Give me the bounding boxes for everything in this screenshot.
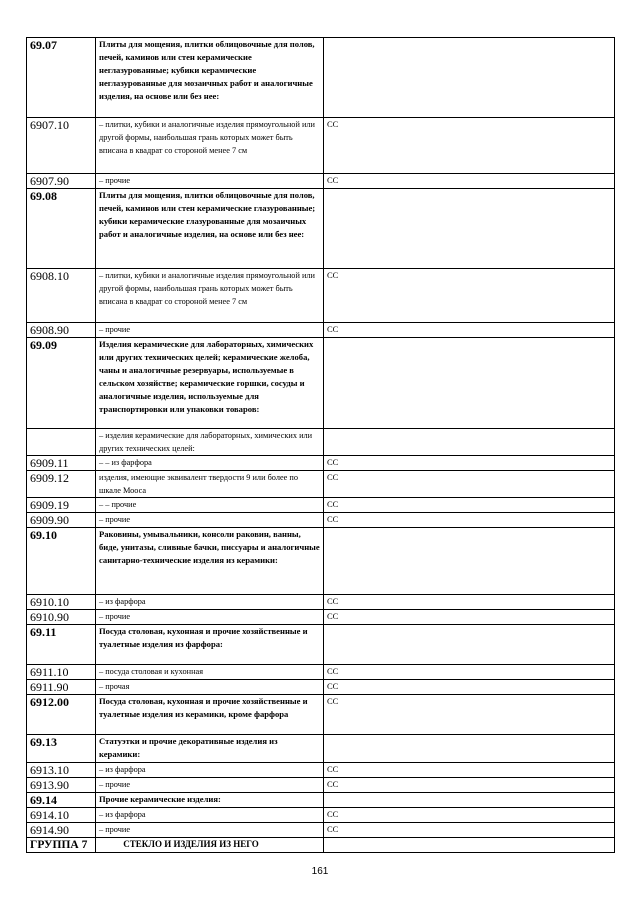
- table-row: [27, 429, 615, 456]
- description-cell: Плиты для мощения, плитки облицовочные для полов, печей, каминов или стен керамические глазурованные; кубики керамические глазурованные для мозаичных работ и аналогичные изделия, на основе или без нее:: [96, 189, 324, 269]
- heading-row: [27, 625, 615, 665]
- hs-code-cell: 6911.10: [27, 665, 96, 680]
- description-cell: – – из фарфора: [96, 456, 324, 471]
- table-row: [27, 471, 615, 498]
- table-row: [27, 610, 615, 625]
- hs-code-cell: 6907.10: [27, 118, 96, 174]
- requirement-cell: СС: [324, 471, 615, 498]
- description-cell: Посуда столовая, кухонная и прочие хозяйственные и туалетные изделия из керамики, кроме фарфора: [96, 695, 324, 735]
- hs-code-cell: 6908.10: [27, 269, 96, 323]
- heading-row: [27, 338, 615, 429]
- hs-code-cell: 6909.12: [27, 471, 96, 498]
- description-cell: – из фарфора: [96, 595, 324, 610]
- requirement-cell: [324, 735, 615, 763]
- description-cell: Изделия керамические для лабораторных, химических или других технических целей; керамические желоба, чаны и аналогичные резервуары, используемые в сельском хозяйстве; керамические горшки, сосуды и аналогичные изделия, используемые для транспортировки или упаковки товаров:: [96, 338, 324, 429]
- description-cell: – из фарфора: [96, 763, 324, 778]
- table-row: [27, 323, 615, 338]
- heading-row: [27, 38, 615, 118]
- hs-code-cell: 6913.90: [27, 778, 96, 793]
- requirement-cell: СС: [324, 174, 615, 189]
- requirement-cell: [324, 338, 615, 429]
- description-cell: – прочие: [96, 778, 324, 793]
- table-row: [27, 174, 615, 189]
- hs-code-cell: 6914.90: [27, 823, 96, 838]
- table-row: [27, 595, 615, 610]
- heading-row: [27, 528, 615, 595]
- heading-row: [27, 189, 615, 269]
- description-cell: – прочие: [96, 323, 324, 338]
- page-number: 161: [311, 866, 329, 877]
- description-cell: Статуэтки и прочие декоративные изделия из керамики:: [96, 735, 324, 763]
- table-row: [27, 269, 615, 323]
- description-cell: – изделия керамические для лабораторных, химических или других технических целей:: [96, 429, 324, 456]
- hs-code-cell: 69.11: [27, 625, 96, 665]
- hs-code-cell: ГРУППА 7: [27, 838, 96, 853]
- tariff-table: [26, 37, 615, 853]
- hs-code-cell: 6914.10: [27, 808, 96, 823]
- requirement-cell: СС: [324, 823, 615, 838]
- requirement-cell: СС: [324, 665, 615, 680]
- hs-code-cell: 6913.10: [27, 763, 96, 778]
- table-row: [27, 665, 615, 680]
- table-row: [27, 680, 615, 695]
- table-row: [27, 118, 615, 174]
- hs-code-cell: 6909.90: [27, 513, 96, 528]
- description-cell: – прочие: [96, 513, 324, 528]
- requirement-cell: СС: [324, 595, 615, 610]
- description-cell: – плитки, кубики и аналогичные изделия прямоугольной или другой формы, наибольшая грань которых может быть вписана в квадрат со стороной менее 7 см: [96, 269, 324, 323]
- requirement-cell: СС: [324, 323, 615, 338]
- hs-code-cell: [27, 429, 96, 456]
- tariff-table-body: [27, 38, 615, 853]
- description-cell: Посуда столовая, кухонная и прочие хозяйственные и туалетные изделия из фарфора:: [96, 625, 324, 665]
- description-cell: – прочая: [96, 680, 324, 695]
- hs-code-cell: 69.14: [27, 793, 96, 808]
- hs-code-cell: 6907.90: [27, 174, 96, 189]
- group-row: [27, 838, 615, 853]
- table-row: [27, 808, 615, 823]
- table-row: [27, 778, 615, 793]
- hs-code-cell: 6910.10: [27, 595, 96, 610]
- description-cell: СТЕКЛО И ИЗДЕЛИЯ ИЗ НЕГО: [96, 838, 324, 853]
- hs-code-cell: 6911.90: [27, 680, 96, 695]
- hs-code-cell: 6910.90: [27, 610, 96, 625]
- hs-code-cell: 6908.90: [27, 323, 96, 338]
- hs-code-cell: 69.10: [27, 528, 96, 595]
- requirement-cell: СС: [324, 513, 615, 528]
- description-cell: – – прочие: [96, 498, 324, 513]
- description-cell: изделия, имеющие эквивалент твердости 9 или более по шкале Мооса: [96, 471, 324, 498]
- description-cell: – посуда столовая и кухонная: [96, 665, 324, 680]
- requirement-cell: СС: [324, 778, 615, 793]
- requirement-cell: СС: [324, 498, 615, 513]
- description-cell: – плитки, кубики и аналогичные изделия прямоугольной или другой формы, наибольшая грань которых может быть вписана в квадрат со стороной менее 7 см: [96, 118, 324, 174]
- description-cell: – прочие: [96, 174, 324, 189]
- description-cell: Прочие керамические изделия:: [96, 793, 324, 808]
- description-cell: – из фарфора: [96, 808, 324, 823]
- requirement-cell: [324, 625, 615, 665]
- hs-code-cell: 6912.00: [27, 695, 96, 735]
- table-row: [27, 513, 615, 528]
- requirement-cell: СС: [324, 456, 615, 471]
- description-cell: Плиты для мощения, плитки облицовочные для полов, печей, каминов или стен керамические неглазурованные; кубики керамические неглазурованные для мозаичных работ и аналогичные изделия, на основе или без нее:: [96, 38, 324, 118]
- requirement-cell: [324, 838, 615, 853]
- table-row: [27, 498, 615, 513]
- description-cell: – прочие: [96, 823, 324, 838]
- table-row: [27, 456, 615, 471]
- hs-code-cell: 6909.19: [27, 498, 96, 513]
- heading-row: [27, 793, 615, 808]
- requirement-cell: СС: [324, 680, 615, 695]
- requirement-cell: СС: [324, 763, 615, 778]
- hs-code-cell: 69.13: [27, 735, 96, 763]
- requirement-cell: СС: [324, 269, 615, 323]
- hs-code-cell: 6909.11: [27, 456, 96, 471]
- requirement-cell: [324, 38, 615, 118]
- description-cell: – прочие: [96, 610, 324, 625]
- hs-code-cell: 69.08: [27, 189, 96, 269]
- requirement-cell: СС: [324, 808, 615, 823]
- requirement-cell: [324, 528, 615, 595]
- hs-code-cell: 69.09: [27, 338, 96, 429]
- hs-code-cell: 69.07: [27, 38, 96, 118]
- table-row: [27, 763, 615, 778]
- requirement-cell: СС: [324, 118, 615, 174]
- requirement-cell: СС: [324, 695, 615, 735]
- requirement-cell: СС: [324, 610, 615, 625]
- requirement-cell: [324, 189, 615, 269]
- heading-row: [27, 695, 615, 735]
- heading-row: [27, 735, 615, 763]
- requirement-cell: [324, 429, 615, 456]
- table-row: [27, 823, 615, 838]
- requirement-cell: [324, 793, 615, 808]
- description-cell: Раковины, умывальники, консоли раковин, ванны, биде, унитазы, сливные бачки, писсуары и аналогичные санитарно-технические изделия из керамики:: [96, 528, 324, 595]
